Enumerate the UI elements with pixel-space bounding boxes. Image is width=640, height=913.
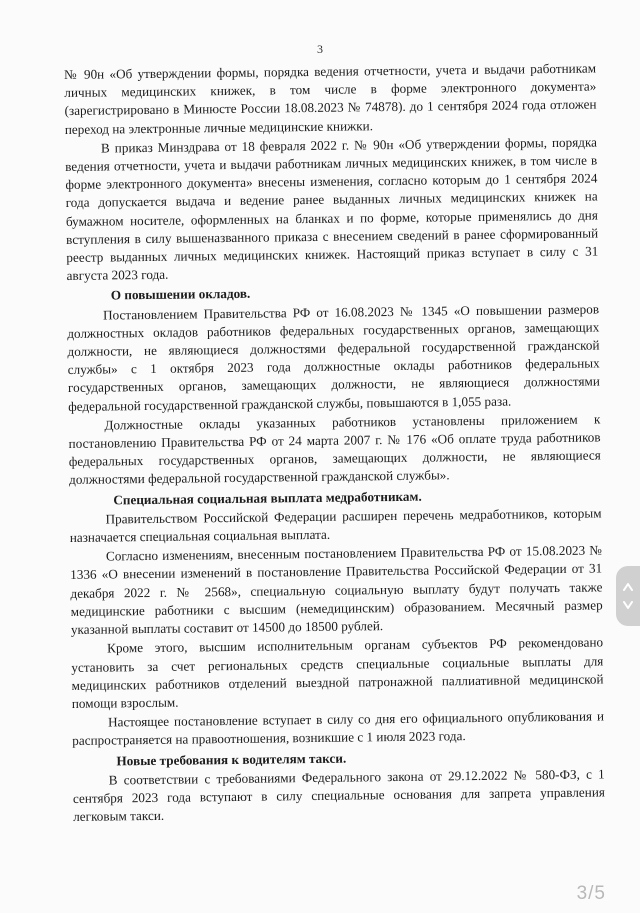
paragraph-medbook-order: № 90н «Об утверждении формы, порядка ведения отчетности, учета и выдачи работникам личных медицинских книжек, в том числе в форме электронного документа» (зарегистрировано в Минюсте России 18.08.2023 № 74878). до 1 сентября 2024 года отложен переход на электронные личные медицинские книжки. [64,60,597,137]
document-body [64,60,605,828]
paragraph-social-payment-changes: Согласно изменениям, внесенным постановлением Правительства РФ от 15.08.2023 № 1336 «О внесении изменений в постановление Правительства Российской Федерации от 31 декабря 2022 г. № 2568», специальную социальную выплату будут получать также медицинские работники с высшим (немедицинским) образованием. Месячный размер указанной выплаты составит от 14500 до 18500 рублей. [70,542,603,638]
paragraph-taxi-law: В соответствии с требованиями Федерального закона от 29.12.2022 № 580-ФЗ, с 1 сентября 2023 года вступают в силу специальные основания для запрета управления легковым такси. [72,766,605,825]
paragraph-regional-payments: Кроме этого, высшим исполнительным органам субъектов РФ рекомендовано установить за счет региональных средств специальные социальные выплаты для медицинских работников отделений выездной патронажной паллиативной медицинской помощи взрослым. [71,634,604,711]
heading-salary-increase: О повышении окладов. [110,286,251,303]
chevron-up-down-icon [623,579,633,613]
heading-social-payment: Специальная социальная выплата медработникам. [113,488,422,508]
paragraph-medbook-changes: В приказ Минздрава от 18 февраля 2022 г. № 90н «Об утверждении формы, порядка ведения отчетности, учета и выдачи работникам личных медицинских книжек, в том числе в форме электронного документа» внесены изменения, согласно которым до 1 сентября 2024 года допускается выдача и ведение ранее выданных личных медицинских книжек на бумажном носителе, оформленных на бланках и по форме, которые применялись до дня вступления в силу вышеназванного приказа с внесением сведений в ранее сформированный реестр выданных личных медицинских книжек. Настоящий приказ вступает в силу с 31 августа 2023 года. [65,134,599,284]
paragraph-salary-annex: Должностные оклады указанных работников установлены приложением к постановлению Правительства РФ от 24 марта 2007 г. № 176 «Об оплате труда работников федеральных государственных органов, замещающих должности, не являющиеся должностями федеральной государственной гражданской службы». [68,411,601,488]
page-scroll-handle[interactable] [616,566,640,626]
page-number: 3 [317,42,323,56]
heading-taxi-drivers: Новые требования к водителям такси. [116,750,347,768]
paragraph-salary-resolution: Постановлением Правительства РФ от 16.08.2023 № 1345 «О повышении размеров должностных окладов работников федеральных государственных органов, замещающих должности, не являющиеся должностями федеральной государственной гражданской службы» с 1 октября 2023 года должностные оклады работников федеральных государственных органов, замещающих должности, не являющиеся должностями федеральной государственной гражданской службы, повышаются в 1,055 раза. [67,301,600,414]
page-indicator: 3/5 [576,882,606,904]
paragraph-social-payment-list: Правительством Российской Федерации расширен перечень медработников, которым назначается специальная социальная выплата. [69,505,602,546]
paragraph-effective-date: Настоящее постановление вступает в силу со дня его официального опубликования и распространяется на правоотношения, возникшие с 1 июля 2023 года. [72,708,605,749]
